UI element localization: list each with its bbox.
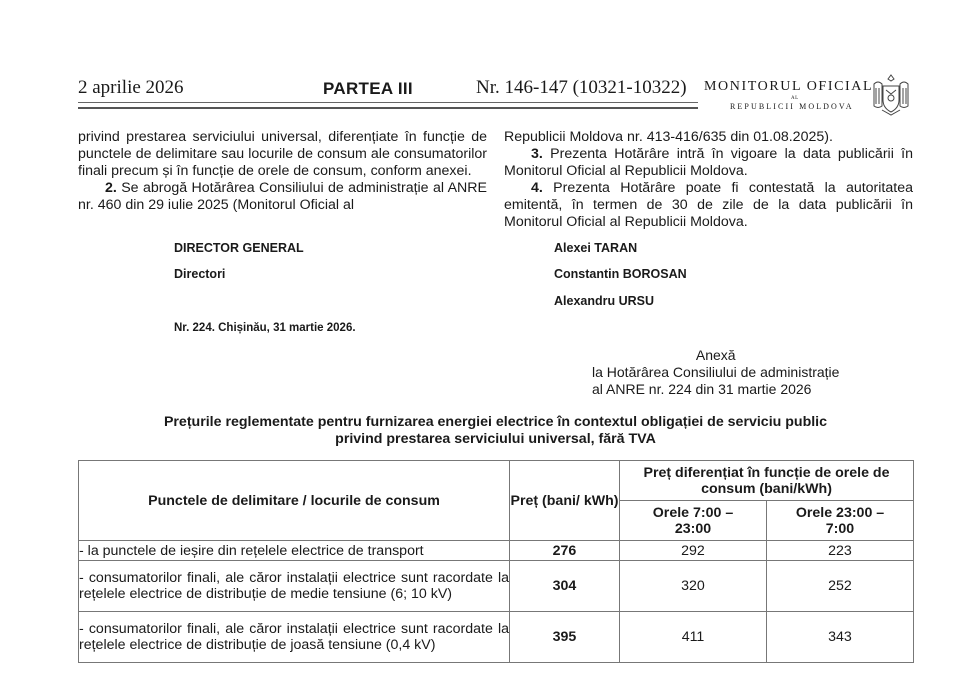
publication-subtitle: REPUBLICII MOLDOVA [730,102,854,111]
signature-name-director-general: Alexei TARAN [554,241,638,255]
table-title [78,414,913,448]
header-day-hours-label: Orele 7:00 – 23:00 [652,504,734,537]
section-title: PARTEA III [323,79,413,98]
issue-date: 2 aprilie 2026 [78,77,184,98]
row-description: - consumatorilor finali, ale căror instalații electrice sunt racordate la rețelele electrice de distribuție de medie tensiune (6; 10 kV) [79,561,510,612]
paragraph-2 [78,180,487,214]
paragraph-3-text: Prezenta Hotărâre intră în vigoare la data publicării în Monitorul Oficial al Republicii Moldova. [504,146,913,179]
signature-title-directors: Directori [174,267,226,281]
issue-number: Nr. 146-147 (10321-10322) [476,77,687,98]
prices-table [78,460,914,663]
header-day-hours [620,501,767,541]
row-night-price: 252 [767,561,914,612]
annex-line-1: la Hotărârea Consiliului de administrație [592,364,840,380]
row-price: 276 [510,541,620,561]
annex-label: Anexă [695,347,736,363]
row-night-price: 343 [767,612,914,663]
right-text-column [504,129,913,231]
paragraph-4-number: 4. [531,180,543,196]
coat-of-arms-icon [868,72,914,118]
paragraph-1-continuation: privind prestarea serviciului universal, diferențiate în funcție de punctele de delimitare sau locurile de consum ale consumatorilor finali precum și în funcție de orele de consum, conform anexei. [78,129,487,179]
row-price: 304 [510,561,620,612]
row-day-price: 320 [620,561,767,612]
paragraph-3-number: 3. [531,146,543,162]
row-day-price: 292 [620,541,767,561]
row-price: 395 [510,612,620,663]
header-price: Preț (bani/ kWh) [510,461,620,541]
header-rule-top [78,102,698,103]
row-description: - consumatorilor finali, ale căror instalații electrice sunt racordate la rețelele electrice de distribuție de joasă tensiune (0,4 kV) [79,612,510,663]
annex-line-2: al ANRE nr. 224 din 31 martie 2026 [592,381,812,397]
row-day-price: 411 [620,612,767,663]
paragraph-4-text: Prezenta Hotărâre poate fi contestată la autoritatea emitentă, în termen de 30 de zile de la data publicării în Monitorul Oficial al Republicii Moldova. [504,180,913,230]
header-differentiated-price: Preț diferențiat în funcție de orele de consum (bani/kWh) [620,461,914,501]
decision-reference: Nr. 224. Chișinău, 31 martie 2026. [174,322,356,334]
paragraph-2-number: 2. [105,180,117,196]
table-row [79,612,914,663]
publication-title-al: AL [791,96,799,101]
header-delimitation-points: Punctele de delimitare / locurile de consum [79,461,510,541]
signature-title-director-general: DIRECTOR GENERAL [174,241,304,255]
header-night-hours [767,501,914,541]
paragraph-2-text: Se abrogă Hotărârea Consiliului de administrație al ANRE nr. 460 din 29 iulie 2025 (Monitorul Oficial al [78,180,487,213]
table-row [79,561,914,612]
table-title-line-1: Prețurile reglementate pentru furnizarea energiei electrice în contextul obligației de serviciu public [163,414,828,430]
signature-name-director-2: Alexandru URSU [554,294,655,308]
annex-heading [592,347,839,398]
publication-title: MONITORUL OFICIAL [704,79,874,94]
left-text-column [78,129,487,214]
row-night-price: 223 [767,541,914,561]
row-description: - la punctele de ieșire din rețelele electrice de transport [79,541,510,561]
table-header-row [79,461,914,501]
signature-name-director-1: Constantin BOROSAN [554,267,687,281]
table-row [79,541,914,561]
paragraph-4 [504,180,913,231]
paragraph-3 [504,146,913,180]
paragraph-2-continuation: Republicii Moldova nr. 413-416/635 din 01.08.2025). [504,129,833,145]
header-rule-bottom [78,107,698,109]
header-night-hours-label: Orele 23:00 – 7:00 [795,504,885,537]
table-title-line-2: privind prestarea serviciului universal, fără TVA [335,431,656,447]
